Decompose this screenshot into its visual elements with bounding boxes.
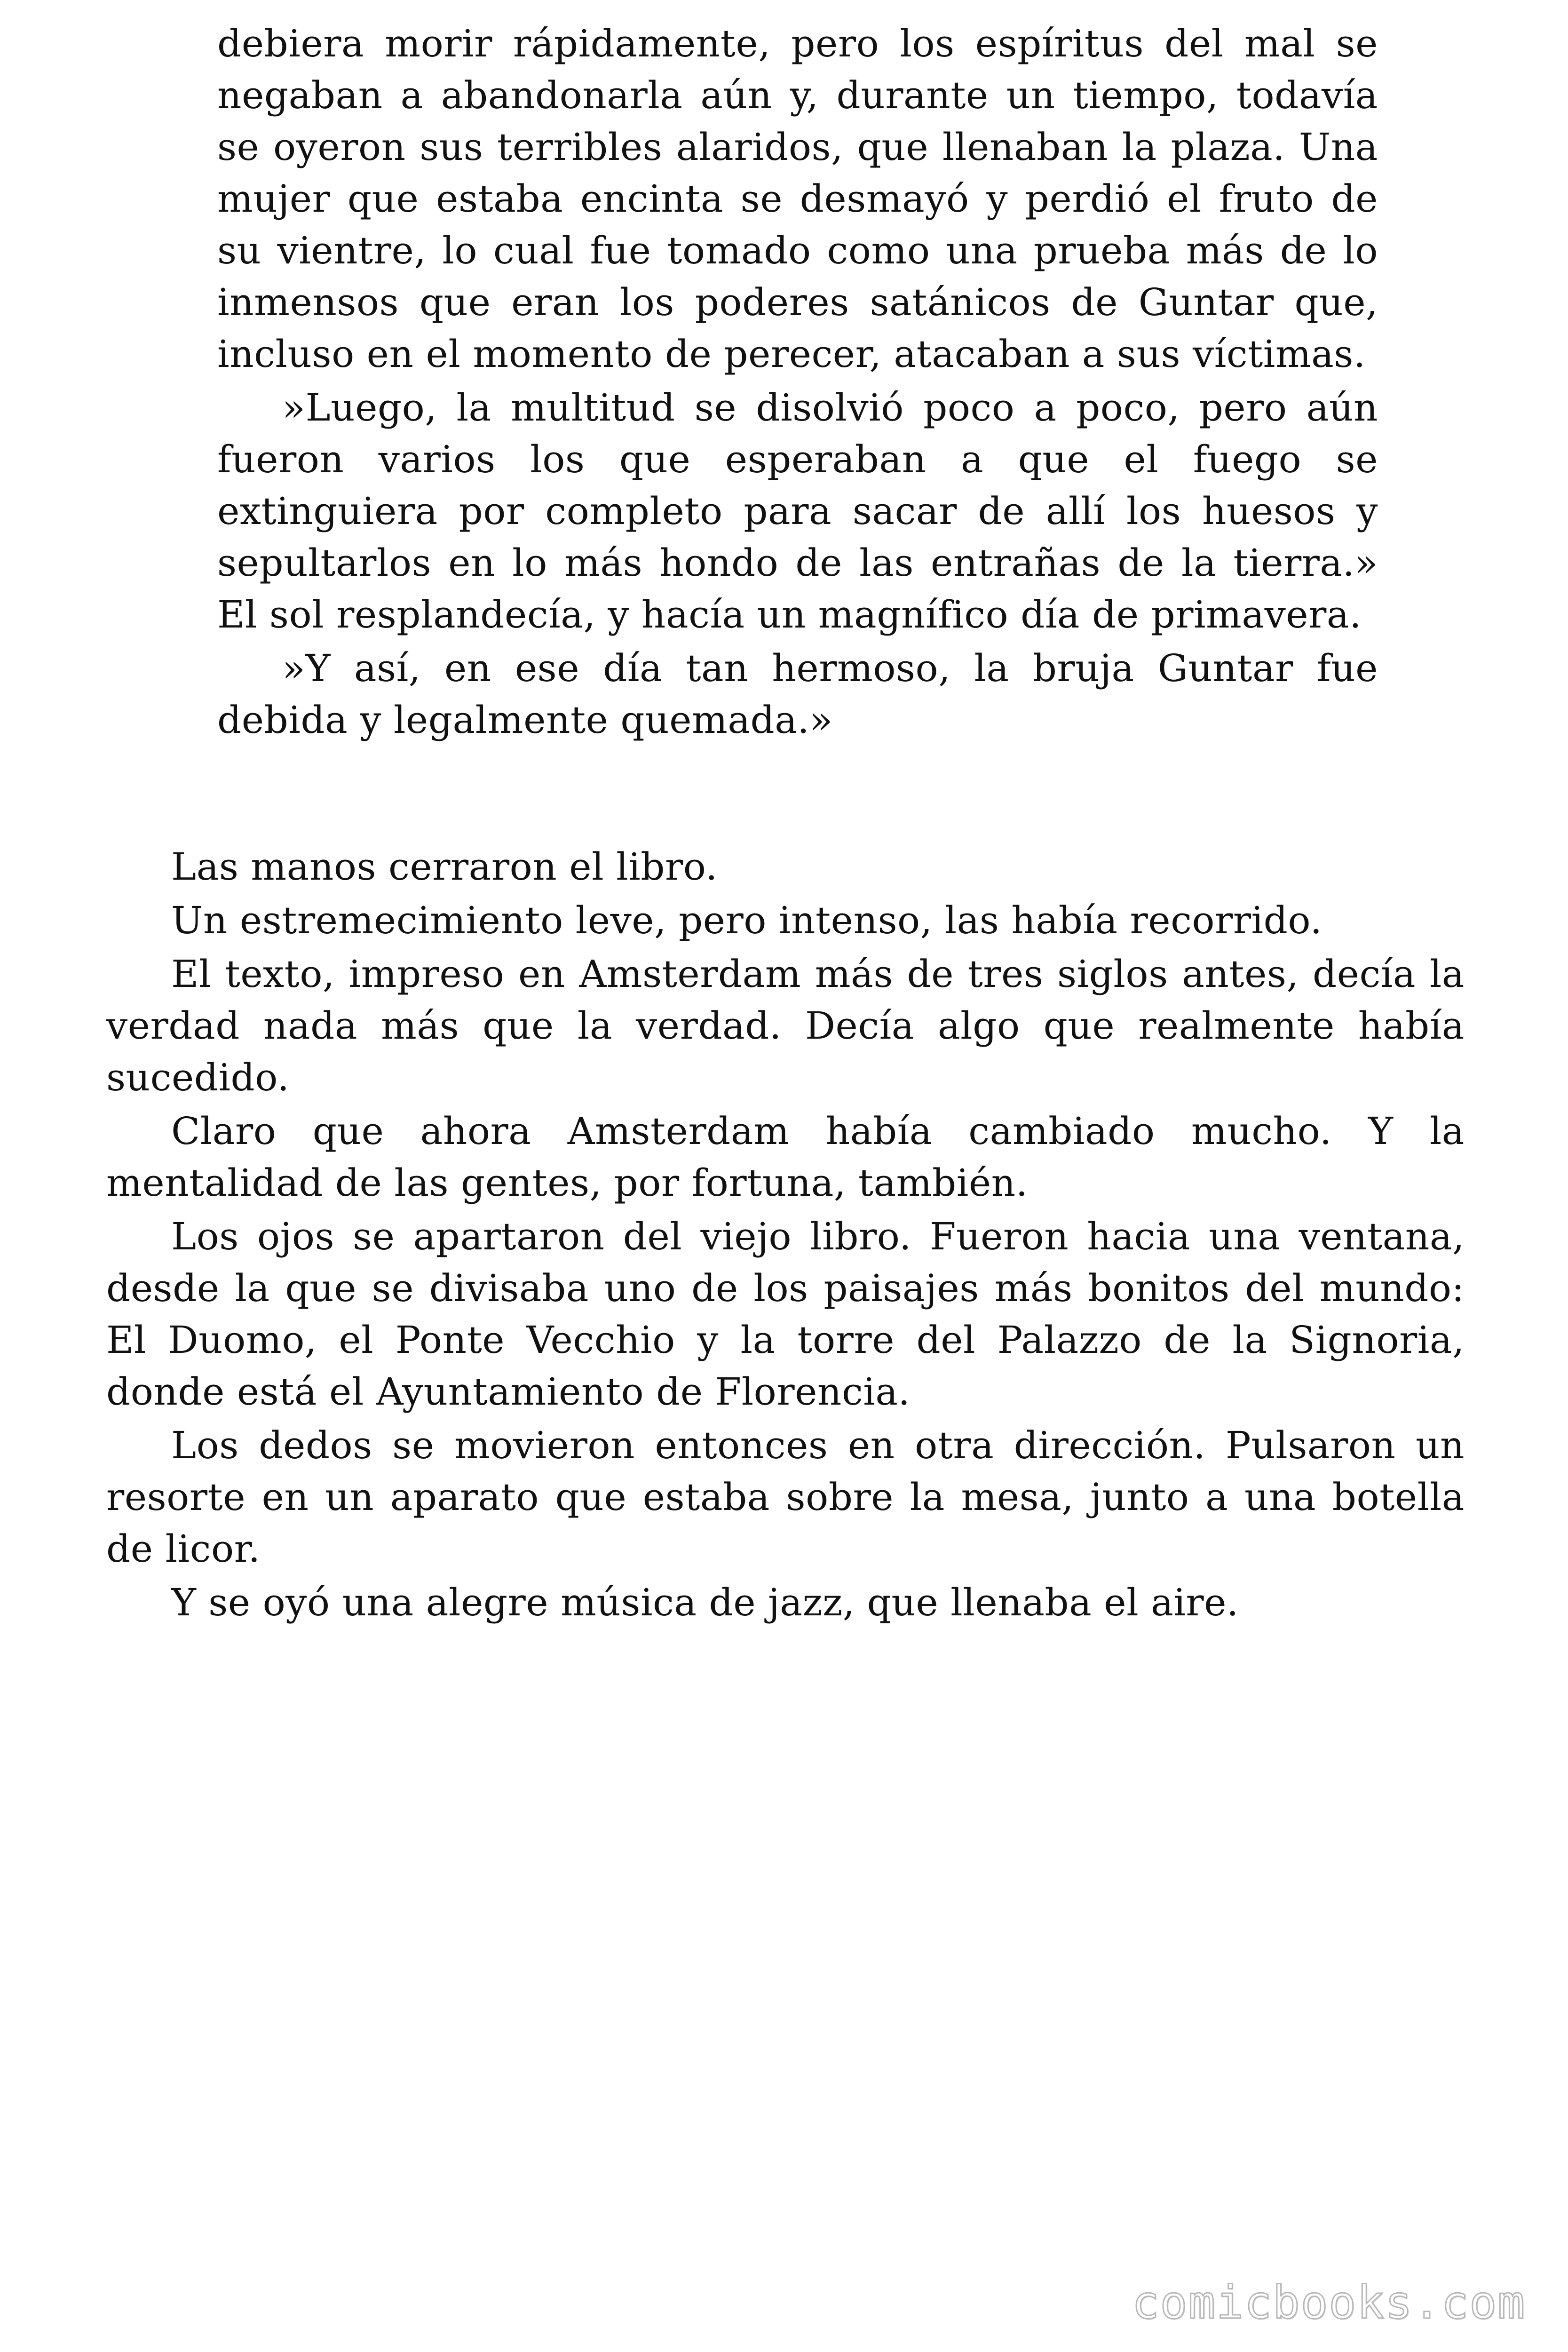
watermark: comicbooks.com bbox=[1132, 2276, 1526, 2329]
narrative-paragraph-3: El texto, impreso en Amsterdam más de tres siglos antes, decía la verdad nada más que la verdad. Decía algo que realmente había sucedido. bbox=[106, 952, 1465, 1099]
quoted-passage bbox=[217, 18, 1378, 748]
narrative-paragraph-5: Los ojos se apartaron del viejo libro. Fueron hacia una ventana, desde la que se divisaba uno de los paisajes más bonitos del mundo: El Duomo, el Ponte Vecchio y la torre del Palazzo de la Signoria, donde está el Ayuntamiento de Florencia. bbox=[106, 1215, 1465, 1414]
narrative-paragraph-6: Los dedos se movieron entonces en otra dirección. Pulsaron un resorte en un aparato que estaba sobre la mesa, junto a una botella de licor. bbox=[106, 1423, 1465, 1571]
narrative-text bbox=[106, 841, 1465, 1630]
narrative-paragraph-1: Las manos cerraron el libro. bbox=[171, 845, 718, 889]
narrative-paragraph-2: Un estremecimiento leve, pero intenso, las había recorrido. bbox=[171, 898, 1323, 942]
quote-paragraph-1: debiera morir rápidamente, pero los espíritus del mal se negaban a abandonarla aún y, durante un tiempo, todavía se oyeron sus terribles alaridos, que llenaban la plaza. Una mujer que estaba encinta se desmayó y perdió el fruto de su vientre, lo cual fue tomado como una prueba más de lo inmensos que eran los poderes satánicos de Guntar que, incluso en el momento de perecer, atacaban a sus víctimas. bbox=[217, 22, 1378, 376]
narrative-paragraph-7: Y se oyó una alegre música de jazz, que llenaba el aire. bbox=[171, 1581, 1239, 1624]
narrative-paragraph-4: Claro que ahora Amsterdam había cambiado mucho. Y la mentalidad de las gentes, por fortuna, también. bbox=[106, 1109, 1465, 1205]
quote-paragraph-2: »Luego, la multitud se disolvió poco a poco, pero aún fueron varios los que esperaban a que el fuego se extinguiera por completo para sacar de allí los huesos y sepultarlos en lo más hondo de las entrañas de la tierra.» El sol resplandecía, y hacía un magnífico día de primavera. bbox=[217, 386, 1378, 636]
quote-paragraph-3: »Y así, en ese día tan hermoso, la bruja Guntar fue debida y legalmente quemada.» bbox=[217, 646, 1378, 742]
